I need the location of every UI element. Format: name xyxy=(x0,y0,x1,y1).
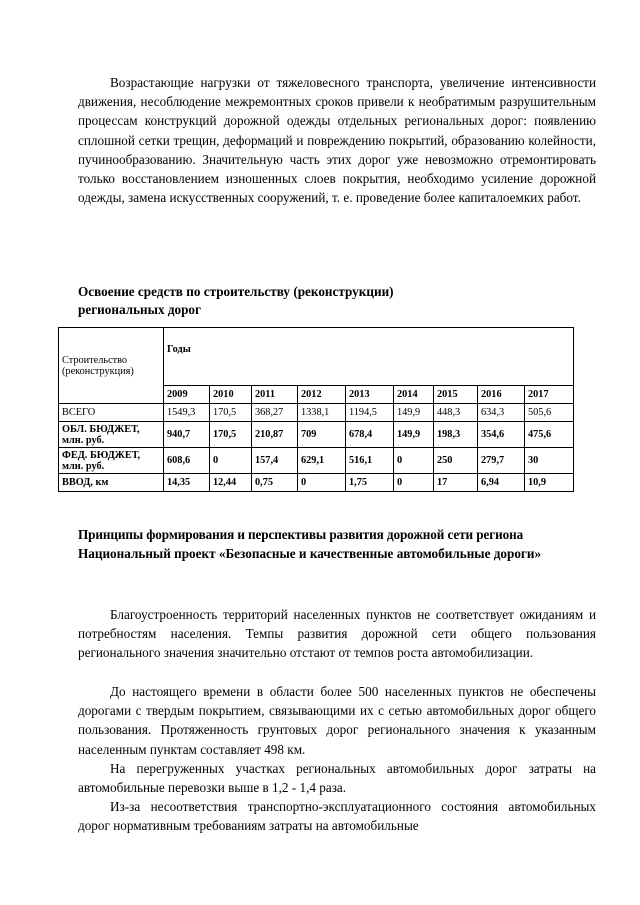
table-cell: 279,7 xyxy=(478,448,525,474)
year-header: 2013 xyxy=(346,386,394,404)
table-row xyxy=(59,448,574,474)
row-label: ВСЕГО xyxy=(59,404,164,422)
table-title-line-2: региональных дорог xyxy=(78,302,202,317)
year-header: 2016 xyxy=(478,386,525,404)
year-header: 2010 xyxy=(210,386,252,404)
paragraph-2: Благоустроенность территорий населенных пунктов не соответствует ожиданиям и потребностям населения. Темпы развития дорожной сети общего пользования регионального значения значительно отстают от темпов роста автомобилизации. xyxy=(78,607,596,661)
row-label: ВВОД, км xyxy=(59,474,164,492)
table-cell: 170,5 xyxy=(210,422,252,448)
table-cell: 10,9 xyxy=(525,474,574,492)
year-header: 2011 xyxy=(252,386,298,404)
table-cell: 198,3 xyxy=(434,422,478,448)
table-cell: 210,87 xyxy=(252,422,298,448)
table-cell: 0 xyxy=(210,448,252,474)
table-cell: 678,4 xyxy=(346,422,394,448)
table-cell: 30 xyxy=(525,448,574,474)
table-cell: 170,5 xyxy=(210,404,252,422)
year-header: 2009 xyxy=(164,386,210,404)
table-cell: 709 xyxy=(298,422,346,448)
table-cell: 634,3 xyxy=(478,404,525,422)
paragraph-3: До настоящего времени в области более 500 населенных пунктов не обеспечены дорогами с твердым покрытием, связывающими их с сетью автомобильных дорог общего пользования. Протяженность грунтовых дорог регионального значения к указанным населенным пунктам составляет 498 км. xyxy=(78,684,596,757)
paragraph-4: На перегруженных участках региональных автомобильных дорог затраты на автомобильные перевозки выше в 1,2 - 1,4 раза. xyxy=(78,761,596,796)
table-cell: 0 xyxy=(394,448,434,474)
intro-paragraph: Возрастающие нагрузки от тяжеловесного транспорта, увеличение интенсивности движения, несоблюдение межремонтных сроков привели к необратимым разрушительным процессам конструкций дорожной одежды отдельных региональных дорог: появлению сплошной сетки трещин, деформаций и повреждению покрытий, образованию колейности, пучинообразованию. Значительную часть этих дорог уже невозможно отремонтировать только восстановлением изношенных слоев покрытия, необходимо усиление дорожной одежды, замена искусственных сооружений, т. е. проведение более капиталоемких работ. xyxy=(78,75,596,206)
section-heading-line-2: Национальный проект «Безопасные и качественные автомобильные дороги» xyxy=(78,546,542,561)
table-cell: 629,1 xyxy=(298,448,346,474)
year-header: 2014 xyxy=(394,386,434,404)
paragraph-5: Из-за несоответствия транспортно-эксплуатационного состояния автомобильных дорог нормативным требованиям затраты на автомобильные xyxy=(78,799,596,834)
table-cell: 157,4 xyxy=(252,448,298,474)
year-header: 2015 xyxy=(434,386,478,404)
table-cell: 17 xyxy=(434,474,478,492)
table-cell: 505,6 xyxy=(525,404,574,422)
table-cell: 354,6 xyxy=(478,422,525,448)
year-header: 2017 xyxy=(525,386,574,404)
table-cell: 608,6 xyxy=(164,448,210,474)
table-cell: 12,44 xyxy=(210,474,252,492)
table-row xyxy=(59,404,574,422)
section-heading-line-1: Принципы формирования и перспективы развития дорожной сети региона xyxy=(78,527,524,542)
table-cell: 448,3 xyxy=(434,404,478,422)
table-cell: 149,9 xyxy=(394,404,434,422)
funding-table xyxy=(58,327,574,492)
table-row xyxy=(59,422,574,448)
years-header: Годы xyxy=(164,328,574,386)
corner-header: Строительство (реконструкция) xyxy=(59,328,164,404)
table-cell: 1549,3 xyxy=(164,404,210,422)
table-cell: 0 xyxy=(298,474,346,492)
table-cell: 149,9 xyxy=(394,422,434,448)
table-cell: 516,1 xyxy=(346,448,394,474)
table-cell: 0 xyxy=(394,474,434,492)
year-header: 2012 xyxy=(298,386,346,404)
table-cell: 1338,1 xyxy=(298,404,346,422)
table-title-line-1: Освоение средств по строительству (реконструкции) xyxy=(78,284,394,299)
table-cell: 0,75 xyxy=(252,474,298,492)
row-label: ОБЛ. БЮДЖЕТ, млн. руб. xyxy=(59,422,164,448)
table-row xyxy=(59,474,574,492)
table-cell: 1194,5 xyxy=(346,404,394,422)
table-cell: 368,27 xyxy=(252,404,298,422)
table-cell: 14,35 xyxy=(164,474,210,492)
table-cell: 6,94 xyxy=(478,474,525,492)
table-cell: 250 xyxy=(434,448,478,474)
table-cell: 475,6 xyxy=(525,422,574,448)
table-cell: 1,75 xyxy=(346,474,394,492)
row-label: ФЕД. БЮДЖЕТ, млн. руб. xyxy=(59,448,164,474)
table-cell: 940,7 xyxy=(164,422,210,448)
